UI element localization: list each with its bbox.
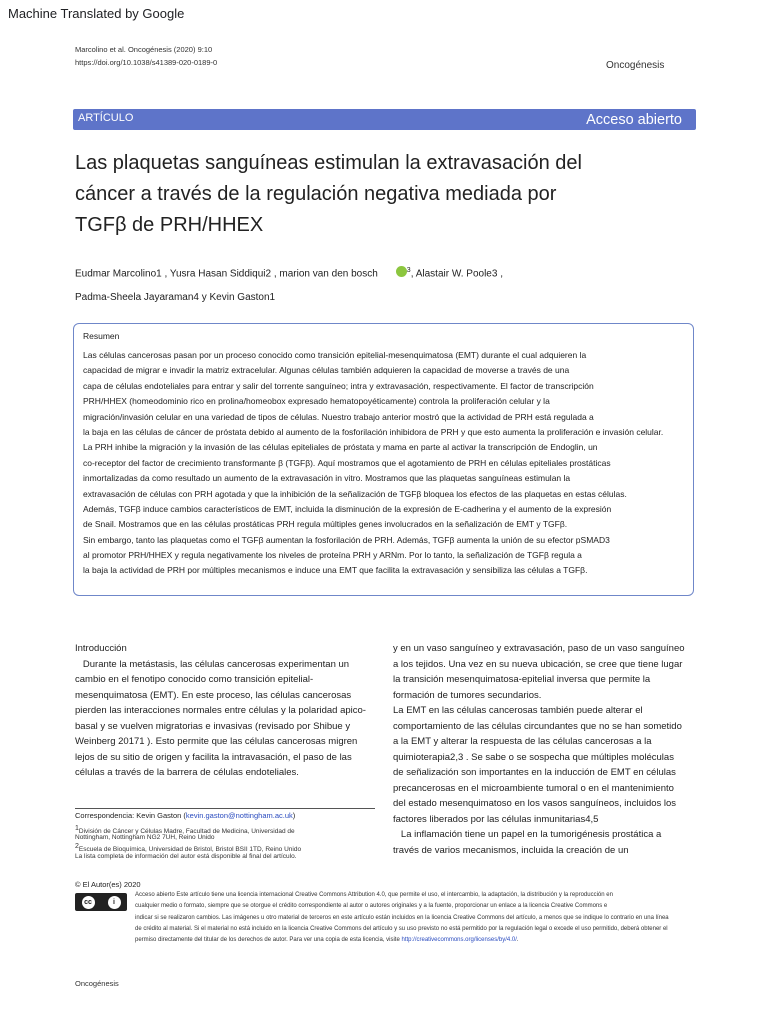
title-line: TGFβ de PRH/HHEX <box>75 214 264 236</box>
author-name: , Alastair W. Poole3 , <box>410 268 503 280</box>
article-type-label: ARTÍCULO <box>78 112 134 124</box>
creative-commons-icon[interactable] <box>75 893 127 911</box>
abstract-line: extravasación de células con PRH agotada y que la inhibición de la señalización de TGFβ bloquea los efectos de las plaquetas en estas células. <box>83 488 627 499</box>
machine-translation-banner: Machine Translated by Google <box>8 6 185 21</box>
license-line: cualquier medio o formato, siempre que se otorgue el crédito correspondiente al autor o autores originales y a la fuente, proporcionar un enlace a la licencia Creative Commons e <box>135 903 608 910</box>
author-name: Eudmar Marcolino1 <box>75 268 162 280</box>
abstract-line: capacidad de migrar e invadir la matriz extracelular. Algunas células también adquieren la capacidad de moverse a través de una <box>83 365 570 376</box>
body-line: y en un vaso sanguíneo y extravasación, paso de un vaso sanguíneo <box>393 643 685 654</box>
license-line: permiso directamente del titular de los derechos de autor. Para ver una copia de esta licencia, visite <box>135 937 402 944</box>
abstract-line: la baja en las células de cáncer de próstata debido al aumento de la fosforilación inhibidora de PRH y que esto aumenta la proliferación e invasión celular. <box>83 426 664 437</box>
affiliation-line: La lista completa de información del autor está disponible al final del artículo. <box>75 852 297 860</box>
cc-icon: cc <box>82 896 95 909</box>
body-line: factores liberados por las células inmunitarias4,5 <box>393 813 599 825</box>
abstract-line: capa de células endoteliales para entrar y salir del torrente sanguíneo; intra y extravasación, respectivamente. El factor de transcripción <box>83 380 594 391</box>
body-line: células a través de la barrera de células endoteliales. <box>75 767 299 778</box>
affiliations: $^1$División de Cáncer y Células Madre, Facultad de Medicina, Universidad de Nottingham, Nottingham NG2 7UH, Reino Unido $^2$Escuela de Bioquímica, Universidad de Bristol, Bristol BSII 1TD, Reino Unido La lista completa de información del autor está disponible al final del artículo. <box>75 825 302 860</box>
affiliation-line: Escuela de Bioquímica, Universidad de Bristol, Bristol BSII 1TD, Reino Unido <box>78 846 302 854</box>
orcid-icon[interactable] <box>396 266 407 277</box>
abstract-line: Además, TGFβ induce cambios característicos de EMT, incluida la disminución de la expresión de E-cadherina y el aumento de la expresión <box>83 503 612 514</box>
author-list <box>75 259 635 310</box>
author-name: marion van den bosch <box>279 268 378 280</box>
abstract-line: al promotor PRH/HHEX y regula negativamente los niveles de proteína PRH y ARNm. Por lo tanto, la señalización de TGFβ regula a <box>83 550 582 561</box>
citation-text: Marcolino et al. Oncogénesis (2020) 9:10 <box>75 45 213 54</box>
body-line: formación de tumores secundarios. <box>393 689 542 701</box>
license-url-link[interactable]: http://creativecommons.org/licenses/by/4.0/ <box>401 937 517 944</box>
footnote-divider <box>75 808 375 809</box>
body-line: a los tejidos. Una vez en su nueva ubicación, se cree que tiene lugar <box>393 658 683 670</box>
affiliation-marker: 3 <box>406 267 411 274</box>
body-line: lejos de su sitio de origen y facilita la intravasación, el paso de las <box>75 751 352 763</box>
abstract-line: co-receptor del factor de crecimiento transformante β (TGFβ). Aquí mostramos que el agotamiento de PRH en células epiteliales prostáticas <box>83 457 611 468</box>
body-line: la transición mesenquimatosa-epitelial inversa que permite la <box>393 674 651 685</box>
author-name: , Yusra Hasan Siddiqui2 , <box>164 268 277 280</box>
journal-name: Oncogénesis <box>606 60 665 71</box>
body-left-column <box>75 641 366 781</box>
body-right-column <box>393 641 685 858</box>
page-footer-journal: Oncogénesis <box>75 979 119 988</box>
body-line: mesenquimatosa (EMT). En este proceso, las células cancerosas <box>75 689 352 701</box>
body-line: del estado mesenquimatoso en los vasos sanguíneos, incluidos los <box>393 798 677 809</box>
article-title <box>75 148 635 241</box>
license-line: Acceso abierto Este artículo tiene una licencia internacional Creative Commons Attribution 4.0, que permite el uso, el intercambio, la adaptación, la distribución y la reproducción en <box>135 892 613 898</box>
open-access-label: Acceso abierto <box>586 112 682 128</box>
body-line: a la EMT y alterar la respuesta de las células cancerosas a la <box>393 736 652 747</box>
abstract-line: Las células cancerosas pasan por un proceso conocido como transición epitelial-mesenquimatosa (EMT) durante el cual adquieren la <box>83 350 587 360</box>
body-line: quimioterapia2,3 . Se sabe o se sospecha que múltiples moléculas <box>393 751 674 763</box>
body-line: comportamiento de las células circundantes que no se han sometido <box>393 720 682 732</box>
license-line: indicar si se realizaron cambios. Las imágenes u otro material de terceros en este artículo están incluidos en la licencia Creative Commons del artículo, a menos que se indique lo contrario en una línea <box>135 914 669 921</box>
body-line: cambio en el fenotipo conocido como transición epitelial- <box>75 674 314 685</box>
license-line: de crédito al material. Si el material no está incluido en la licencia Creative Commons del artículo y su uso previsto no está permitido por la regulación legal o excede el uso permitido, deberá obtener el <box>135 925 668 932</box>
copyright-notice: © El Autor(es) 2020 <box>75 880 141 889</box>
abstract-line: La PRH inhibe la migración y la invasión de las células epiteliales de próstata y mama en parte al activar la transcripción de Endoglin, un <box>83 442 598 453</box>
body-line: través de varios mecanismos, incluida la creación de un <box>393 844 629 856</box>
article-type-bar <box>73 109 696 130</box>
license-text <box>135 890 669 946</box>
affiliation-line: Nottingham, Nottingham NG2 7UH, Reino Unido <box>75 834 215 842</box>
doi-link[interactable]: https://doi.org/10.1038/s41389-020-0189-0 <box>75 58 218 67</box>
license-end: . <box>516 937 519 944</box>
abstract-line: Sin embargo, tanto las plaquetas como el TGFβ aumentan la fosforilación de PRH. Además, TGFβ aumenta la unión de su efector pSMAD3 <box>83 534 610 545</box>
author-name: Padma-Sheela Jayaraman4 y Kevin Gaston1 <box>75 292 276 304</box>
correspondence-label: Correspondencia: Kevin Gaston ( <box>75 811 186 820</box>
body-line: La EMT en las células cancerosas también puede alterar el <box>393 705 643 716</box>
body-line: precancerosas en el microambiente tumoral o en el mantenimiento <box>393 782 674 794</box>
title-line: Las plaquetas sanguíneas estimulan la extravasación del <box>75 152 582 174</box>
abstract-line: inmortalizadas da como resultado un aumento de la extravasación in vitro. Mostramos que las plaquetas sanguíneas estimulan la <box>83 473 571 484</box>
body-line: Weinberg 20171 ). Esto permite que las células cancerosas migren <box>75 736 358 747</box>
body-line: basal y se vuelven migratorias e invasivas (revisado por Shibue y <box>75 720 351 732</box>
affiliation-line: División de Cáncer y Células Madre, Facultad de Medicina, Universidad de <box>78 828 295 836</box>
section-heading: Introducción <box>75 643 127 654</box>
by-icon: i <box>108 896 121 909</box>
abstract-line: PRH/HHEX (homeodominio rico en prolina/homeobox expresado hematopoyéticamente) controla la proliferación celular y la <box>83 396 550 407</box>
abstract-line: la baja la actividad de PRH por múltiples mecanismos e induce una EMT que facilita la extravasación y sensibiliza las células a TGFβ. <box>83 565 588 576</box>
correspondence-email-link[interactable]: kevin.gaston@nottingham.ac.uk <box>185 811 293 820</box>
abstract-text <box>83 348 663 579</box>
body-line: de señalización son importantes en la inducción de EMT en células <box>393 767 676 778</box>
body-line: pierden las interacciones normales entre células y la polaridad apico- <box>75 705 366 716</box>
body-line: Durante la metástasis, las células cancerosas experimentan un <box>75 658 350 670</box>
abstract-line: de Snail. Mostramos que en las células prostáticas PRH regula múltiples genes involucrados en la señalización de EMT y TGFβ. <box>83 519 568 530</box>
citation-block <box>75 43 217 69</box>
correspondence-line <box>75 811 295 820</box>
abstract-heading: Resumen <box>83 331 120 341</box>
correspondence-close: ) <box>292 811 296 820</box>
abstract-line: migración/invasión celular en una variedad de tipos de células. Nuestro trabajo anterior mostró que la actividad de PRH está regulada a <box>83 411 594 422</box>
body-line: La inflamación tiene un papel en la tumorigénesis prostática a <box>393 829 662 840</box>
title-line: cáncer a través de la regulación negativa mediada por <box>75 183 557 205</box>
